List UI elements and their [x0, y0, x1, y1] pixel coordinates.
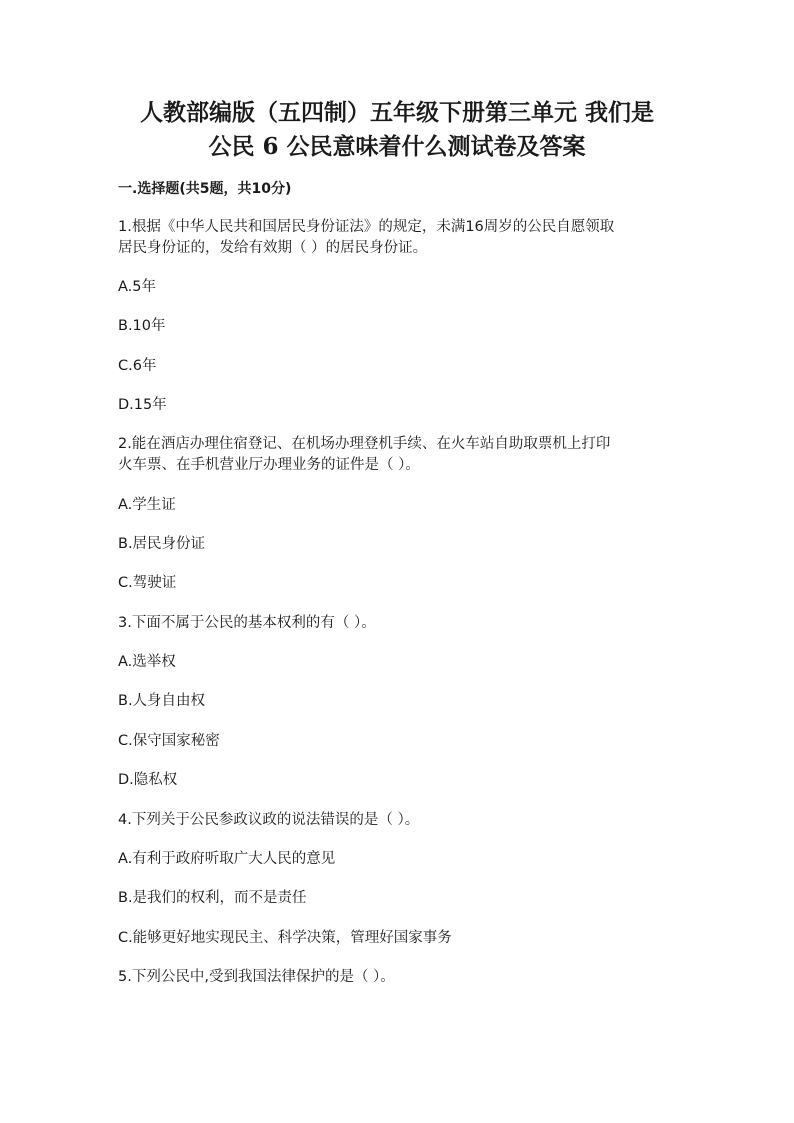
question-4-stem: 4.下列关于公民参政议政的说法错误的是（ ）。 [118, 812, 420, 828]
question-3-stem: 3.下面不属于公民的基本权利的有（ ）。 [118, 615, 376, 631]
document-title [100, 96, 694, 164]
question-1-option-c: C.6年 [118, 358, 157, 374]
question-2-stem-line-2: 火车票、在手机营业厅办理业务的证件是（ ）。 [118, 457, 420, 473]
question-2-option-c: C.驾驶证 [118, 575, 177, 591]
question-4-option-c: C.能够更好地实现民主、科学决策，管理好国家事务 [118, 930, 452, 946]
question-3-option-b: B.人身自由权 [118, 693, 206, 709]
title-line-1: 人教部编版（五四制）五年级下册第三单元 我们是 [139, 99, 654, 126]
question-3-option-c: C.保守国家秘密 [118, 733, 220, 749]
question-3-option-d: D.隐私权 [118, 772, 178, 788]
question-5-stem: 5.下列公民中,受到我国法律保护的是（ ）。 [118, 969, 395, 985]
question-4-option-b: B.是我们的权利，而不是责任 [118, 890, 307, 906]
question-1-option-d: D.15年 [118, 397, 167, 413]
question-2-option-a: A.学生证 [118, 497, 176, 513]
question-4-option-a: A.有利于政府听取广大人民的意见 [118, 851, 336, 867]
title-line-2: 公民 6 公民意味着什么测试卷及答案 [208, 133, 586, 160]
question-1-option-a: A.5年 [118, 279, 156, 295]
question-2-option-b: B.居民身份证 [118, 536, 206, 552]
question-1-stem-line-1: 1.根据《中华人民共和国居民身份证法》的规定，未满16周岁的公民自愿领取 [118, 219, 615, 235]
section-heading: 一.选择题(共5题，共10分) [118, 181, 292, 197]
question-1-option-b: B.10年 [118, 318, 166, 334]
question-3-option-a: A.选举权 [118, 654, 176, 670]
question-1-stem-line-2: 居民身份证的，发给有效期（ ）的居民身份证。 [118, 240, 428, 256]
question-2-stem-line-1: 2.能在酒店办理住宿登记、在机场办理登机手续、在火车站自助取票机上打印 [118, 436, 611, 452]
